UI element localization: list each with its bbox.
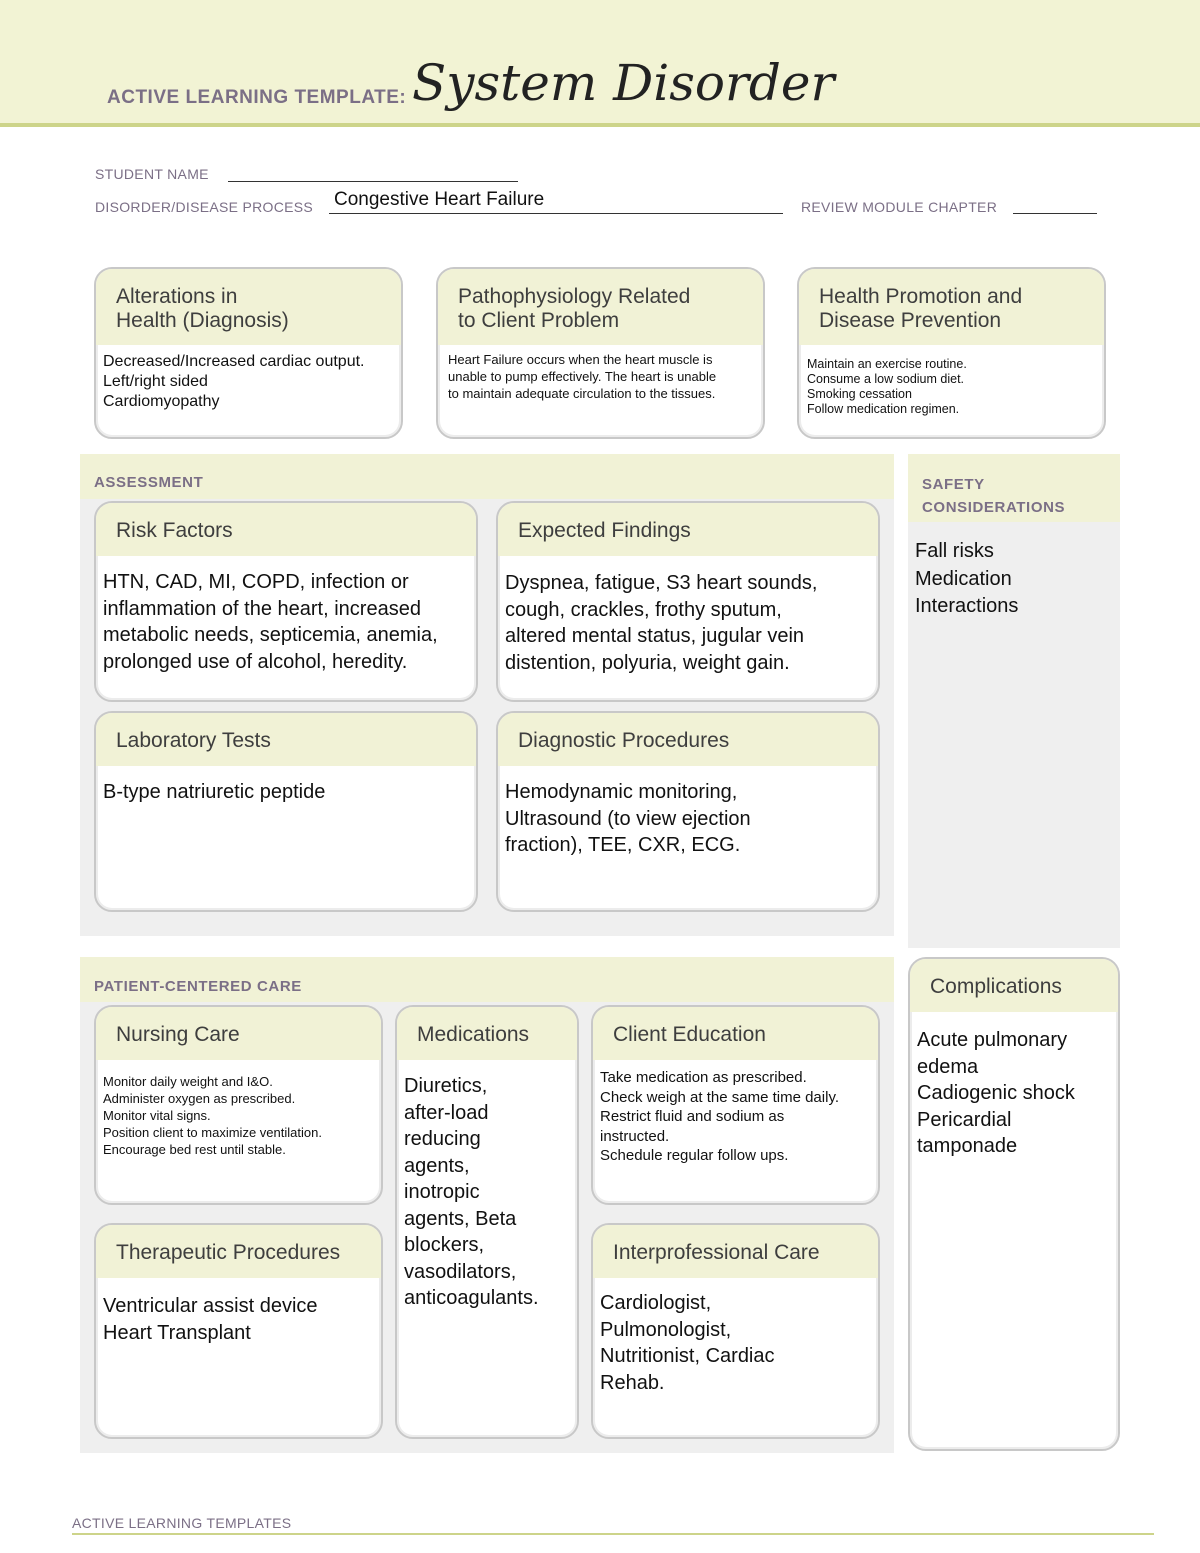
safety-panel	[908, 454, 1120, 948]
safety-label	[922, 473, 1065, 519]
complications-line: Cadiogenic shock	[917, 1082, 1075, 1104]
nursing-care-body	[103, 1073, 375, 1158]
complications-line: Pericardial	[917, 1108, 1012, 1131]
medications-line: vasodilators,	[404, 1260, 517, 1283]
diagnostic-procedures-line: fraction), TEE, CXR, ECG.	[505, 834, 741, 856]
expected-findings-line: altered mental status, jugular vein	[505, 625, 805, 647]
expected-findings-line: Dyspnea, fatigue, S3 heart sounds,	[505, 572, 818, 594]
disorder-value: Congestive Heart Failure	[334, 189, 545, 210]
page-title: System Disorder	[412, 54, 835, 112]
health-promotion-title-line: Disease Prevention	[819, 309, 1002, 332]
diagnostic-procedures-heading: Diagnostic Procedures	[498, 713, 878, 766]
interprofessional-care-heading: Interprofessional Care	[593, 1225, 878, 1278]
health-promotion-line: Consume a low sodium diet.	[807, 372, 965, 386]
safety-line: Medication	[915, 567, 1012, 590]
client-education-heading: Client Education	[593, 1007, 878, 1060]
health-promotion-title-line: Health Promotion and	[819, 285, 1023, 308]
health-promotion-line: Maintain an exercise routine.	[807, 357, 967, 371]
alterations-line: Decreased/Increased cardiac output.	[103, 353, 365, 370]
interprofessional-care-line: Rehab.	[600, 1371, 665, 1394]
safety-body	[915, 538, 1018, 621]
safety-label-line: CONSIDERATIONS	[922, 499, 1066, 516]
template-label: ACTIVE LEARNING TEMPLATE:	[107, 87, 407, 108]
pathophysiology-title-line: Pathophysiology Related	[458, 285, 691, 308]
alterations-title-line: Health (Diagnosis)	[116, 309, 289, 332]
nursing-care-box	[94, 1005, 383, 1205]
safety-line: Fall risks	[915, 540, 994, 562]
medications-box	[395, 1005, 579, 1439]
risk-factors-box	[94, 501, 478, 702]
medications-heading: Medications	[397, 1007, 577, 1060]
complications-heading: Complications	[910, 959, 1118, 1012]
footer-rule	[72, 1533, 1154, 1535]
interprofessional-care-line: Nutritionist, Cardiac	[600, 1345, 775, 1367]
health-promotion-body	[807, 357, 1098, 417]
disorder-field[interactable]	[329, 213, 783, 214]
medications-line: blockers,	[404, 1234, 485, 1256]
alterations-title-line: Alterations in	[116, 285, 238, 308]
medications-line: anticoagulants.	[404, 1287, 539, 1309]
therapeutic-procedures-body	[103, 1293, 375, 1346]
laboratory-tests-heading: Laboratory Tests	[96, 713, 476, 766]
expected-findings-heading: Expected Findings	[498, 503, 878, 556]
client-education-box	[591, 1005, 880, 1205]
client-education-body	[600, 1068, 872, 1166]
alterations-line: Cardiomyopathy	[103, 393, 220, 410]
laboratory-tests-line: B-type natriuretic peptide	[103, 781, 326, 803]
expected-findings-line: distention, polyuria, weight gain.	[505, 651, 790, 674]
nursing-care-line: Monitor vital signs.	[103, 1108, 211, 1123]
health-promotion-line: Follow medication regimen.	[807, 402, 960, 416]
pathophysiology-title-line: to Client Problem	[458, 309, 620, 332]
health-promotion-box	[797, 267, 1106, 439]
risk-factors-heading: Risk Factors	[96, 503, 476, 556]
medications-line: inotropic	[404, 1181, 480, 1203]
health-promotion-line: Smoking cessation	[807, 387, 912, 401]
risk-factors-line: HTN, CAD, MI, COPD, infection or	[103, 571, 409, 593]
risk-factors-body	[103, 569, 470, 675]
pathophysiology-body	[448, 351, 757, 402]
medications-body	[404, 1073, 571, 1312]
therapeutic-procedures-line: Ventricular assist device	[103, 1295, 318, 1317]
client-education-line: Restrict fluid and sodium as	[600, 1108, 785, 1125]
assessment-label: ASSESSMENT	[94, 474, 204, 491]
alterations-body	[103, 352, 395, 412]
pathophysiology-line: Heart Failure occurs when the heart muscle is	[448, 352, 713, 367]
diagnostic-procedures-line: Ultrasound (to view ejection	[505, 807, 751, 830]
diagnostic-procedures-line: Hemodynamic monitoring,	[505, 781, 738, 803]
student-name-label: STUDENT NAME	[95, 166, 209, 182]
nursing-care-line: Administer oxygen as prescribed.	[103, 1091, 296, 1106]
nursing-care-line: Monitor daily weight and I&O.	[103, 1074, 273, 1089]
medications-line: reducing	[404, 1128, 481, 1150]
risk-factors-line: metabolic needs, septicemia, anemia,	[103, 624, 438, 646]
complications-box	[908, 957, 1120, 1451]
expected-findings-body	[505, 570, 872, 676]
medications-line: after-load	[404, 1101, 489, 1124]
expected-findings-line: cough, crackles, frothy sputum,	[505, 598, 782, 621]
laboratory-tests-box	[94, 711, 478, 912]
nursing-care-line: Encourage bed rest until stable.	[103, 1142, 286, 1157]
pathophysiology-line: to maintain adequate circulation to the tissues.	[448, 386, 716, 401]
pathophysiology-box	[436, 267, 765, 439]
medications-line: agents, Beta	[404, 1207, 517, 1230]
medications-line: Diuretics,	[404, 1075, 488, 1097]
diagnostic-procedures-box	[496, 711, 880, 912]
client-education-line: Check weigh at the same time daily.	[600, 1088, 839, 1106]
diagnostic-procedures-body	[505, 779, 872, 859]
pathophysiology-line: unable to pump effectively. The heart is unable	[448, 369, 717, 384]
therapeutic-procedures-heading: Therapeutic Procedures	[96, 1225, 381, 1278]
complications-line: Acute pulmonary	[917, 1029, 1068, 1051]
therapeutic-procedures-line: Heart Transplant	[103, 1321, 251, 1344]
nursing-care-heading: Nursing Care	[96, 1007, 381, 1060]
health-promotion-heading	[799, 269, 1104, 345]
complications-body	[917, 1027, 1112, 1160]
medications-line: agents,	[404, 1154, 470, 1177]
alterations-heading	[96, 269, 401, 345]
client-education-line: instructed.	[600, 1127, 670, 1145]
interprofessional-care-body	[600, 1290, 872, 1396]
footer-label: ACTIVE LEARNING TEMPLATES	[72, 1515, 292, 1531]
client-education-line: Take medication as prescribed.	[600, 1069, 807, 1086]
risk-factors-line: inflammation of the heart, increased	[103, 597, 421, 620]
safety-line: Interactions	[915, 595, 1019, 617]
alterations-line: Left/right sided	[103, 373, 208, 390]
laboratory-tests-body	[103, 779, 470, 806]
patient-care-label: PATIENT-CENTERED CARE	[94, 978, 302, 995]
safety-label-line: SAFETY	[922, 476, 985, 493]
review-chapter-field[interactable]	[1013, 213, 1097, 214]
nursing-care-line: Position client to maximize ventilation.	[103, 1125, 322, 1140]
client-education-line: Schedule regular follow ups.	[600, 1147, 789, 1164]
student-name-field[interactable]	[228, 181, 518, 182]
complications-line: tamponade	[917, 1135, 1018, 1157]
disorder-label: DISORDER/DISEASE PROCESS	[95, 199, 314, 215]
interprofessional-care-box	[591, 1223, 880, 1439]
risk-factors-line: prolonged use of alcohol, heredity.	[103, 650, 408, 673]
review-chapter-label: REVIEW MODULE CHAPTER	[801, 199, 998, 215]
interprofessional-care-line: Pulmonologist,	[600, 1318, 732, 1341]
interprofessional-care-line: Cardiologist,	[600, 1292, 712, 1314]
alterations-box	[94, 267, 403, 439]
expected-findings-box	[496, 501, 880, 702]
complications-line: edema	[917, 1055, 979, 1078]
therapeutic-procedures-box	[94, 1223, 383, 1439]
pathophysiology-heading	[438, 269, 763, 345]
header-rule	[0, 123, 1200, 127]
